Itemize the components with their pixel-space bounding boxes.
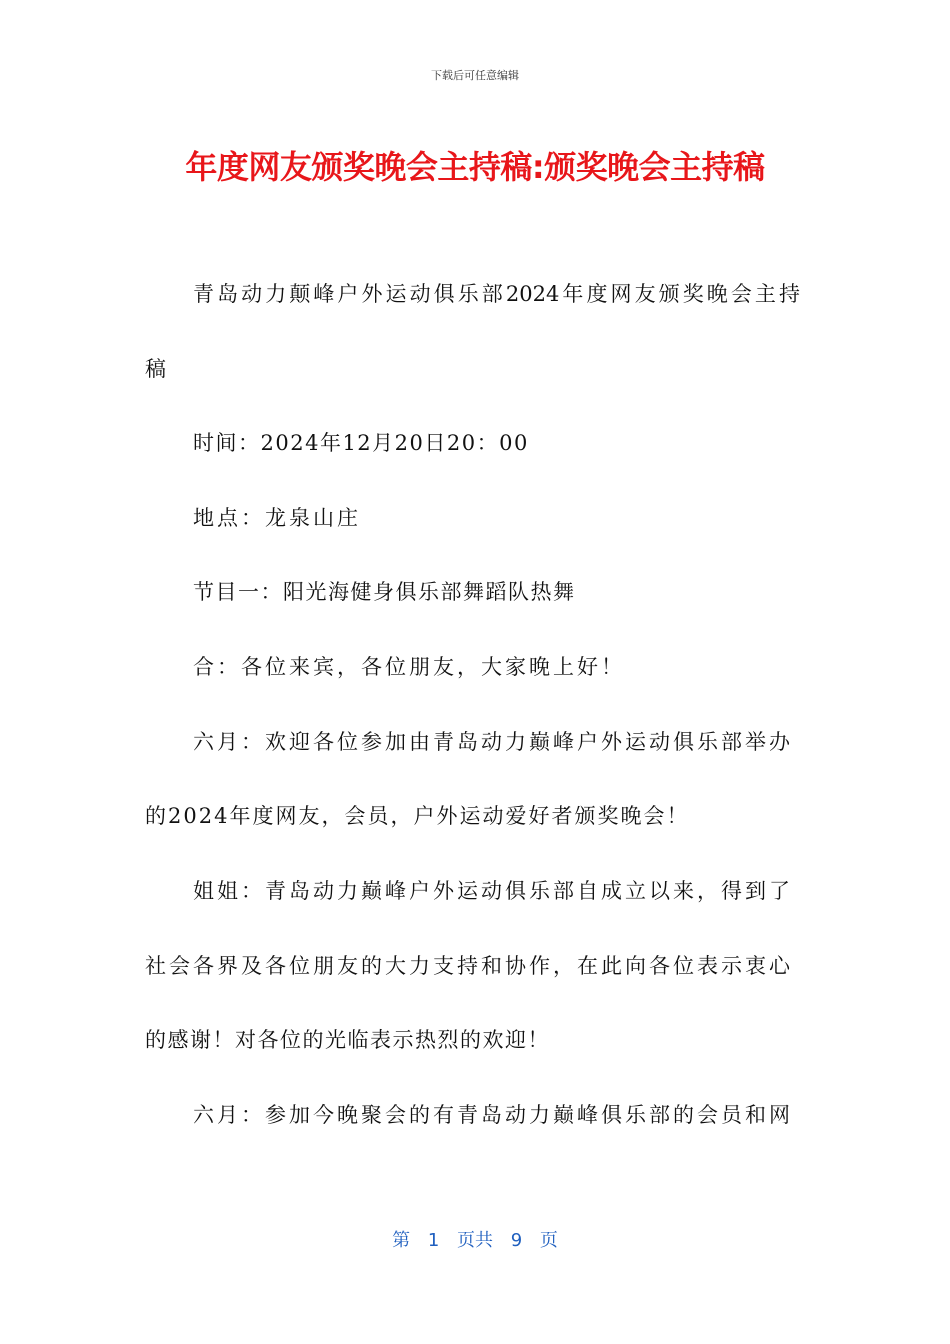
paragraph-line: 青岛动力颠峰户外运动俱乐部2024年度网友颁奖晚会主持: [193, 282, 800, 306]
paragraph-line: 节目一：阳光海健身俱乐部舞蹈队热舞: [193, 580, 576, 604]
paragraph-line: 的2024年度网友，会员，户外运动爱好者颁奖晚会！: [145, 804, 690, 828]
total-pages: 9: [510, 1230, 523, 1251]
page-footer: [0, 1226, 950, 1252]
header-note: 下载后可任意编辑: [431, 69, 519, 82]
paragraph-line: 稿: [145, 357, 168, 381]
paragraph-line: 社会各界及各位朋友的大力支持和协作，在此向各位表示衷心: [145, 954, 790, 978]
paragraph-line: 姐姐：青岛动力巅峰户外运动俱乐部自成立以来，得到了: [193, 879, 790, 903]
paragraph-line: 合：各位来宾，各位朋友，大家晚上好！: [193, 655, 625, 679]
document-title: 年度网友颁奖晚会主持稿:颁奖晚会主持稿: [185, 148, 765, 186]
footer-suffix: 页: [539, 1230, 558, 1251]
paragraph-line: 时间：2024年12月20日20：00: [193, 431, 529, 455]
current-page: 1: [427, 1230, 440, 1251]
paragraph-line: 的感谢！对各位的光临表示热烈的欢迎！: [145, 1028, 550, 1052]
footer-middle: 页共: [457, 1230, 493, 1251]
paragraph-line: 六月：欢迎各位参加由青岛动力巅峰户外运动俱乐部举办: [193, 730, 790, 754]
footer-prefix: 第: [392, 1230, 411, 1251]
paragraph-line: 地点：龙泉山庄: [193, 506, 361, 530]
paragraph-line: 六月：参加今晚聚会的有青岛动力巅峰俱乐部的会员和网: [193, 1103, 790, 1127]
